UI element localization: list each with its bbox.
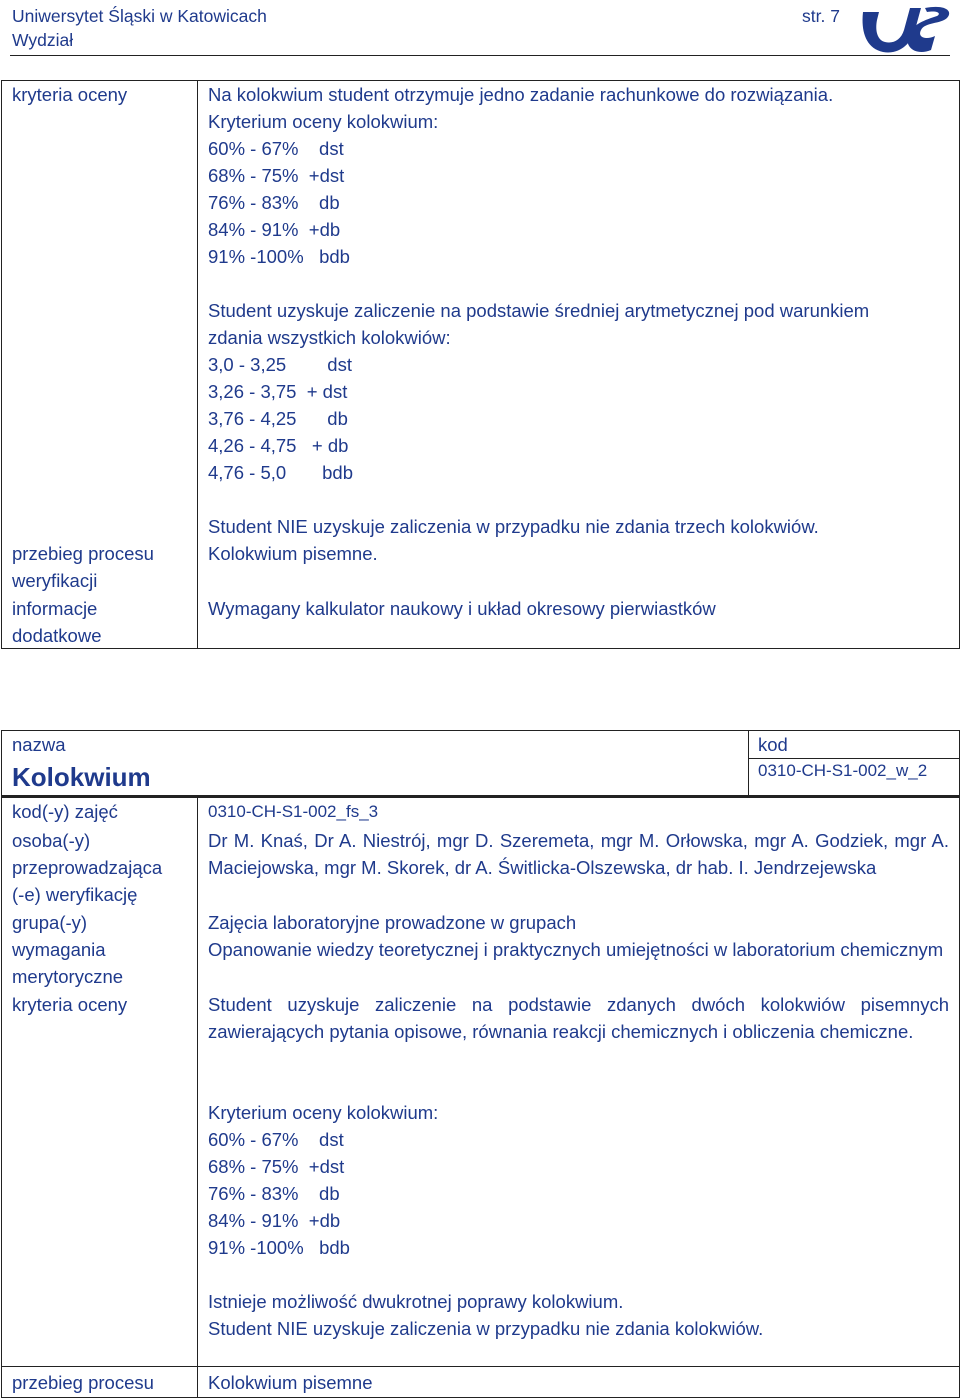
process-label-line2: weryfikacji: [12, 570, 98, 591]
criteria-line: Na kolokwium student otrzymuje jedno zadanie rachunkowe do rozwiązania.: [208, 84, 834, 105]
group-value: Zajęcia laboratoryjne prowadzone w grupach: [208, 912, 577, 933]
requirements-value: Opanowanie wiedzy teoretycznej i praktycznych umiejętności w laboratorium chemicznym: [208, 939, 944, 960]
criteria-line: [208, 1261, 763, 1288]
requirements-label-line: wymagania: [12, 939, 106, 960]
criteria-line: 4,76 - 5,0 bdb: [208, 462, 354, 483]
criteria-line: 68% - 75% +dst: [208, 165, 345, 186]
process-label-line1: przebieg procesu: [12, 543, 154, 564]
criteria-line: 3,0 - 3,25 dst: [208, 354, 352, 375]
header-university: Uniwersytet Śląski w Katowicach: [12, 6, 267, 26]
criteria-line: Istnieje możliwość dwukrotnej poprawy kolokwium.: [208, 1291, 624, 1312]
university-logo: [855, 0, 955, 64]
criteria-line: 3,26 - 3,75 + dst: [208, 381, 348, 402]
name-value: Kolokwium: [12, 762, 151, 792]
criteria-line: zdania wszystkich kolokwiów:: [208, 327, 451, 348]
header-page-number: str. 7: [802, 6, 840, 26]
process-value-2: Kolokwium pisemne: [208, 1372, 373, 1393]
criteria-line: 4,26 - 4,75 + db: [208, 435, 349, 456]
criteria-line: Student NIE uzyskuje zaliczenia w przypadku nie zdania trzech kolokwiów.: [208, 516, 819, 537]
criteria-line: Kryterium oceny kolokwium:: [208, 1102, 439, 1123]
criteria-label: kryteria oceny: [12, 84, 128, 105]
criteria-line: Kryterium oceny kolokwium:: [208, 111, 439, 132]
group-label: grupa(-y): [12, 912, 88, 933]
criteria-line: 84% - 91% +db: [208, 219, 341, 240]
criteria-line: 60% - 67% dst: [208, 138, 344, 159]
criteria-value: [208, 81, 869, 540]
examiner-label-line: osoba(-y): [12, 830, 91, 851]
process-value: Kolokwium pisemne.: [208, 543, 378, 564]
code-label: kod: [758, 734, 788, 755]
criteria-line: 3,76 - 4,25 db: [208, 408, 348, 429]
criteria-line: 68% - 75% +dst: [208, 1156, 345, 1177]
requirements-label-line: merytoryczne: [12, 966, 124, 987]
header-rule: [10, 55, 950, 56]
name-label: nazwa: [12, 734, 66, 755]
process-label-2: przebieg procesu: [12, 1372, 154, 1393]
us-logo-icon: [855, 0, 955, 64]
criteria-paragraph-2: Student uzyskuje zaliczenie na podstawie zdanych dwóch kolokwiów pisemnych zawierających pytania opisowe, równania reakcji chemicznych i obliczenia chemiczne.: [208, 994, 949, 1042]
criteria-line: 91% -100% bdb: [208, 246, 350, 267]
criteria-label-2: kryteria oceny: [12, 994, 128, 1015]
info-label-line1: informacje: [12, 598, 98, 619]
class-code-value: 0310-CH-S1-002_fs_3: [208, 802, 379, 821]
class-code-label: kod(-y) zajęć: [12, 801, 118, 822]
info-value: Wymagany kalkulator naukowy i układ okresowy pierwiastków: [208, 598, 716, 619]
criteria-value-2: [208, 1099, 763, 1342]
criteria-line: Student NIE uzyskuje zaliczenia w przypadku nie zdania kolokwiów.: [208, 1318, 764, 1339]
criteria-line: 76% - 83% db: [208, 1183, 340, 1204]
criteria-line: 60% - 67% dst: [208, 1129, 344, 1150]
examiner-label-line: przeprowadzająca: [12, 857, 163, 878]
criteria-line: 91% -100% bdb: [208, 1237, 350, 1258]
criteria-line: 84% - 91% +db: [208, 1210, 341, 1231]
info-label-line2: dodatkowe: [12, 625, 102, 646]
examiner-label: [12, 827, 162, 908]
code-value: 0310-CH-S1-002_w_2: [758, 761, 928, 780]
examiner-value: Dr M. Knaś, Dr A. Niestrój, mgr D. Szeremeta, mgr M. Orłowska, mgr A. Godziek, mgr A. Maciejowska, mgr M. Skorek, dr A. Świtlicka-Olszewska, dr hab. I. Jendrzejewska: [208, 830, 949, 878]
header-faculty: Wydział: [12, 30, 74, 50]
criteria-line: 76% - 83% db: [208, 192, 340, 213]
examiner-label-line: (-e) weryfikację: [12, 884, 138, 905]
criteria-line: Student uzyskuje zaliczenie na podstawie średniej arytmetycznej pod warunkiem: [208, 300, 870, 321]
criteria-line: [208, 486, 869, 513]
requirements-label: [12, 936, 123, 990]
criteria-line: [208, 270, 869, 297]
